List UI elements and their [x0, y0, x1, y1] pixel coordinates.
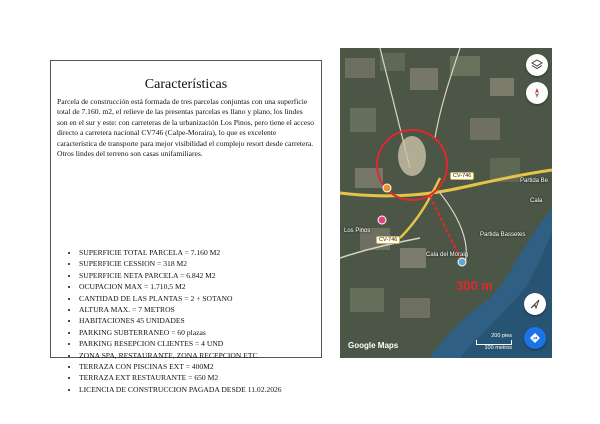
- list-item: • TERRAZA EXT RESTAURANTE = 650 M2: [79, 372, 325, 383]
- list-item: • PARKING SUBTERRANEO = 60 plazas: [79, 327, 325, 338]
- directions-button[interactable]: [524, 327, 546, 349]
- list-item: • OCUPACION MAX = 1.710,5 M2: [79, 281, 325, 292]
- map-label-partida-bassetes: Partida Bassetes: [480, 232, 526, 238]
- list-item: • PARKING RESEPCION CLIENTES = 4 UND: [79, 338, 325, 349]
- map-imagery: [340, 48, 552, 358]
- list-item: • SUPERFICIE TOTAL PARCELA = 7.160 M2: [79, 247, 325, 258]
- list-item: • SUPERFICIE NETA PARCELA = 6.842 M2: [79, 270, 325, 281]
- list-item: • TERRAZA CON PISCINAS EXT = 400M2: [79, 361, 325, 372]
- list-item: • HABITACIONES 45 UNIDADES: [79, 315, 325, 326]
- list-item: • ZONA SPA, RESTAURANTE, ZONA RECEPCION ETC: [79, 350, 325, 361]
- scale-meters: 100 metros: [484, 345, 512, 351]
- road-tag-cv746: CV-746: [376, 236, 400, 244]
- road-tag-cv746: CV-746: [450, 172, 474, 180]
- layers-button[interactable]: [526, 54, 548, 76]
- list-item: • LICENCIA DE CONSTRUCCION PAGADA DESDE 11.02.2026: [79, 384, 325, 395]
- map-label-partida-be: Partida Be: [520, 178, 549, 184]
- my-location-button[interactable]: [524, 293, 546, 315]
- list-item: • ALTURA MAX. = 7 METROS: [79, 304, 325, 315]
- map-scale: [476, 333, 512, 351]
- list-item: • CANTIDAD DE LAS PLANTAS = 2 + SOTANO: [79, 293, 325, 304]
- satellite-map[interactable]: [340, 48, 552, 358]
- characteristics-document: [50, 60, 322, 394]
- compass-button[interactable]: [526, 82, 548, 104]
- map-label-cala-moraig: Cala del Moraig: [426, 252, 469, 258]
- navigation-arrow-icon: [529, 298, 541, 310]
- document-intro: Parcela de construcción está formada de tres parcelas conjuntas con una superficie total de 7.160. m2, el relieve de las presentas parcelas es llano y plano, los lindes son en el sur y este: con carreteras de la urbanización Los Pinos, pero tiene el acceso directo a carretera nacional CV746 (Calpe-Moraira), lo que es excelente característica de transporte para mejor visibilidad el complejo resort desde carretera. Otros lindes del terreno son casas unifamiliares.: [57, 97, 315, 159]
- map-label-cala: Cala: [530, 198, 543, 204]
- google-maps-attribution: Google Maps: [348, 341, 399, 350]
- layers-icon: [531, 59, 543, 71]
- spec-list: [65, 247, 325, 395]
- list-item: • SUPERFICIE CESSION = 318 M2: [79, 258, 325, 269]
- directions-icon: [529, 332, 541, 344]
- map-label-los-pinos: Los Pinos: [344, 228, 371, 234]
- distance-label: 300 m: [456, 278, 493, 293]
- document-title: Características: [144, 77, 228, 92]
- scale-feet: 200 pies: [491, 333, 512, 339]
- compass-icon: [531, 87, 543, 99]
